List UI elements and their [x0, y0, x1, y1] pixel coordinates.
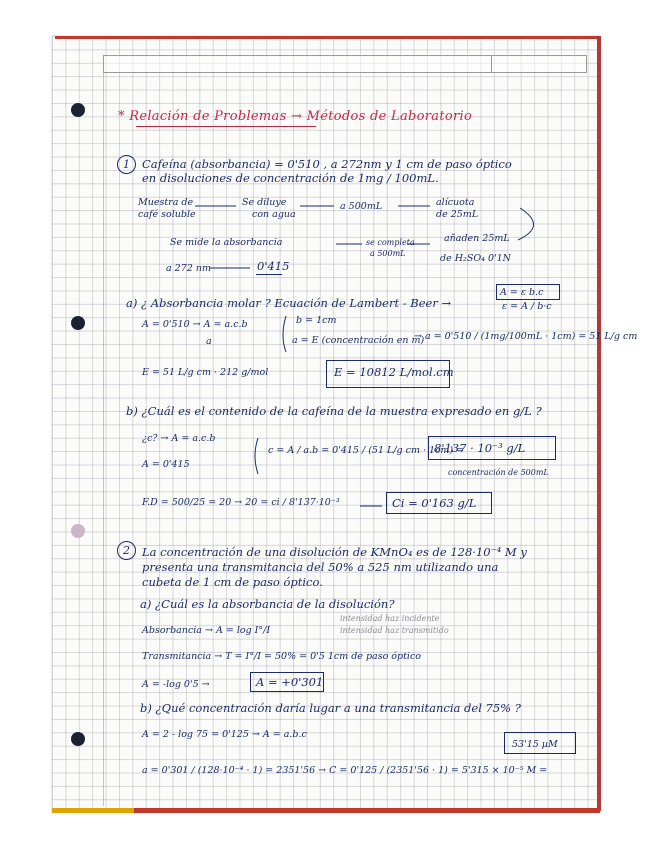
- 2a-result: A = +0'301: [256, 675, 324, 689]
- problem-2-statement-line-1: La concentración de una disolución de KMnO₄ es de 128·10⁻⁴ M y: [142, 545, 527, 559]
- problem-1-statement-line-2: en disoluciones de concentración de 1mg / 100mL.: [142, 171, 439, 185]
- 2b-answer: 53'15 µM: [512, 739, 558, 750]
- note-transmitted-beam: intensidad haz transmitido: [340, 626, 449, 635]
- flow-h2so4: de H₂SO₄ 0'1N: [440, 253, 511, 264]
- question-1b: b) ¿Cuál es el contenido de la cafeína de la muestra expresado en g/L ?: [126, 404, 542, 418]
- 1a-a-label: a: [206, 336, 212, 347]
- flow-alicuota-line-1: alícuota: [436, 197, 475, 208]
- transmittance-line: Transmitancia → T = I°/I = 50% = 0'5 1cm de paso óptico: [142, 651, 422, 662]
- 2a-result-line: A = -log 0'5 →: [142, 679, 210, 690]
- 1a-a-calc: → a = 0'510 / (1mg/100mL · 1cm) = 51 L/g cm: [414, 331, 638, 342]
- flow-alicuota-line-2: de 25mL: [436, 209, 479, 220]
- problem-2-number: 2: [117, 541, 136, 560]
- flow-anaden: añaden 25mL: [444, 233, 510, 244]
- 1a-b-value: b = 1cm: [296, 315, 337, 326]
- 1b-line-1: ¿c? → A = a.c.b: [142, 433, 216, 444]
- flow-diluye-line-1: Se diluye: [242, 197, 287, 208]
- flow-completa-line-2: a 500mL: [370, 249, 406, 258]
- note-incident-beam: intensidad haz incidente: [340, 614, 440, 623]
- dilution-factor-line: F.D = 500/25 = 20 → 20 = ci / 8'137·10⁻³: [142, 497, 340, 508]
- formula-box-lambert: A = ε b.c: [500, 287, 544, 298]
- flow-absorbance-value: 0'415: [257, 259, 290, 273]
- 2b-line-2: a = 0'301 / (128·10⁻⁴ · 1) = 2351'56 → C = 0'125 / (2351'56 · 1) = 5'315 × 10⁻⁵ M =: [142, 765, 548, 776]
- flow-diluye-line-2: con agua: [252, 209, 296, 220]
- epsilon-result: E = 10812 L/mol.cm: [334, 365, 454, 379]
- question-2a: a) ¿Cuál es la absorbancia de la disolución?: [140, 597, 395, 611]
- flow-completa-line-1: se completa: [366, 238, 415, 247]
- dilution-result: Ci = 0'163 g/L: [392, 496, 477, 510]
- epsilon-formula: ε = A / b·c: [502, 301, 552, 312]
- 1a-a-equation: a = E (concentración en m): [292, 335, 425, 346]
- flow-mide: Se mide la absorbancia: [170, 237, 283, 248]
- flow-wavelength: a 272 nm: [166, 263, 211, 274]
- flow-muestra-line-2: café soluble: [138, 209, 196, 220]
- question-2b: b) ¿Qué concentración daría lugar a una transmitancia del 75% ?: [140, 701, 521, 715]
- problem-2-statement-line-2: presenta una transmitancia del 50% a 525 nm utilizando una: [142, 560, 499, 574]
- 1b-calc: c = A / a.b = 0'415 / (51 L/g cm · 1cm) =: [268, 445, 465, 456]
- 1b-note: concentración de 500mL: [448, 468, 549, 477]
- 1b-line-2: A = 0'415: [142, 459, 190, 470]
- problem-1-number: 1: [117, 155, 136, 174]
- flow-muestra-line-1: Muestra de: [138, 197, 194, 208]
- page-title: * Relación de Problemas → Métodos de Laboratorio: [118, 109, 473, 124]
- 1b-result: 8'137 · 10⁻³ g/L: [434, 441, 526, 455]
- epsilon-line: E = 51 L/g cm · 212 g/mol: [142, 367, 269, 378]
- problem-1-statement-line-1: Cafeína (absorbancia) = 0'510 , a 272nm y 1 cm de paso óptico: [142, 157, 512, 171]
- problem-2-statement-line-3: cubeta de 1 cm de paso óptico.: [142, 575, 323, 589]
- question-1a: a) ¿ Absorbancia molar ? Ecuación de Lambert - Beer →: [126, 296, 452, 310]
- flow-volume-500: a 500mL: [340, 201, 383, 212]
- absorbance-definition: Absorbancia → A = log I°/I: [142, 625, 271, 636]
- 1a-line-1: A = 0'510 → A = a.c.b: [142, 319, 248, 330]
- 2b-line-1: A = 2 - log 75 = 0'125 → A = a.b.c: [142, 729, 307, 740]
